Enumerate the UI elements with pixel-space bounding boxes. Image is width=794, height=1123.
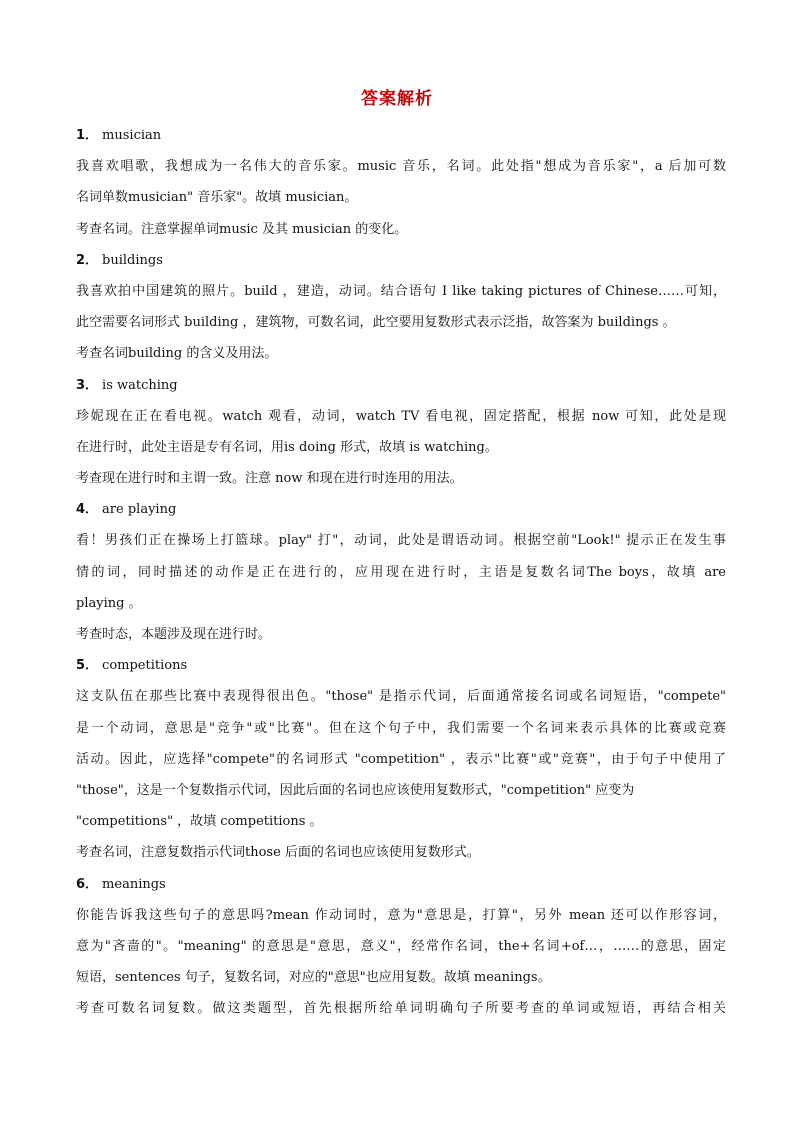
item-4-header (76, 494, 726, 525)
item-number: 4． (76, 502, 99, 518)
item-number: 3． (76, 377, 99, 393)
item-number: 5． (76, 658, 99, 674)
explanation-line: 看！男孩们正在操场上打篮球。play" 打"，动词，此处是谓语动词。根据空前"Look!" 提示正在发生事 (76, 533, 726, 549)
item-number: 2． (76, 252, 99, 268)
item-answer: buildings (102, 252, 163, 268)
item-answer: are playing (102, 502, 177, 518)
explanation-line: 在进行时，此处主语是专有名词，用is doing 形式，故填 is watching。 (76, 439, 498, 455)
item-answer: is watching (102, 377, 178, 393)
item-2-header (76, 245, 726, 276)
explanation-line: 你能告诉我这些句子的意思吗?mean 作动词时，意为"意思是，打算"，另外 mean 还可以作形容词， (76, 907, 726, 923)
explanation-line: 珍妮现在正在看电视。watch 观看，动词，watch TV 看电视，固定搭配，根据 now 可知，此处是现 (76, 408, 726, 424)
explanation-line: 我喜欢拍中国建筑的照片。build ，建造，动词。结合语句 I like taking pictures of Chinese……可知， (76, 283, 726, 299)
item-number: 6． (76, 876, 99, 892)
explanation-line: "those"，这是一个复数指示代词，因此后面的名词也应该使用复数形式，"competition" 应变为 (76, 782, 635, 798)
item-answer: musician (102, 128, 162, 143)
item-3-header (76, 370, 726, 401)
item-number: 1． (76, 128, 99, 143)
item-5-header (76, 650, 726, 681)
item-note: 考查名词，注意复数指示代词those 后面的名词也应该使用复数形式。 (76, 845, 480, 861)
explanation-line: 名词单数musician" 音乐家"。故填 musician。 (76, 190, 358, 206)
explanation-line: 意为"吝啬的"。"meaning" 的意思是"意思，意义"，经常作名词，the+名词+of…，……的意思，固定 (76, 938, 726, 954)
answer-explanations (76, 120, 726, 1024)
explanation-line: 短语，sentences 句子，复数名词，对应的"意思"也应用复数。故填 meanings。 (76, 970, 551, 986)
explanation-line: "competitions" ，故填 competitions 。 (76, 814, 323, 830)
item-answer: meanings (102, 876, 166, 892)
item-note: 考查时态，本题涉及现在进行时。 (76, 627, 272, 642)
item-1-header (76, 120, 726, 151)
item-6-header (76, 869, 726, 900)
explanation-line: 我喜欢唱歌，我想成为一名伟大的音乐家。music 音乐，名词。此处指"想成为音乐家"，a 后加可数 (76, 159, 726, 175)
explanation-line: 是一个动词，意思是"竞争"或"比赛"。但在这个句子中，我们需要一个名词来表示具体的比赛或竞赛 (76, 720, 726, 736)
explanation-line: 活动。因此，应选择"compete"的名词形式 "competition" ，表示"比赛"或"竞赛"，由于句子中使用了 (76, 751, 726, 767)
item-note: 考查名词building 的含义及用法。 (76, 346, 278, 362)
explanation-line: 情的词，同时描述的动作是正在进行的，应用现在进行时，主语是复数名词The boys，故填 are (76, 564, 726, 580)
item-note: 考查现在进行时和主谓一致。注意 now 和现在进行时连用的用法。 (76, 471, 463, 487)
explanation-line: playing 。 (76, 595, 142, 611)
item-note: 考查可数名词复数。做这类题型，首先根据所给单词明确句子所要考查的单词或短语，再结合相关 (76, 1001, 726, 1017)
explanation-line: 这支队伍在那些比赛中表现得很出色。"those" 是指示代词，后面通常接名词或名词短语，"compete" (76, 689, 726, 705)
page-title: 答案解析 (361, 89, 433, 109)
item-answer: competitions (102, 658, 188, 674)
item-note: 考查名词。注意掌握单词music 及其 musician 的变化。 (76, 221, 408, 237)
explanation-line: 此空需要名词形式 building ，建筑物，可数名词，此空要用复数形式表示泛指，故答案为 buildings 。 (76, 315, 676, 331)
